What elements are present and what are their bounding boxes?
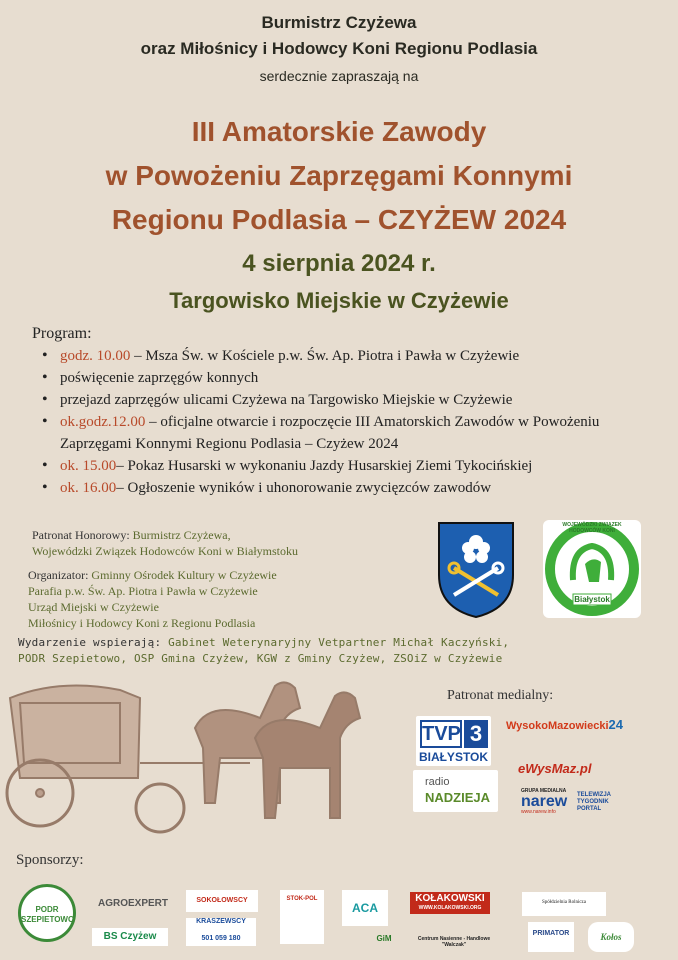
czyzew-coat-of-arms-icon [436,520,516,620]
spoldzielnia-logo [522,892,606,916]
kraszewscy-logo [186,918,256,946]
program-item [32,367,662,389]
wm-number: 24 [608,717,623,732]
gim-text: GiM [376,934,392,943]
kraszewscy-text: KRASZEWSCY [196,918,246,925]
program-list [32,345,662,499]
program-text: – oficjalne otwarcie i rozpoczęcie III Amatorskich Zawodów w Powożeniu Zaprzęgami Konnymi Regionu Podlasia – Czyżew 2024 [60,414,600,452]
primator-text: PRIMATOR [532,930,570,937]
program-item [32,477,662,499]
program-section [32,325,662,499]
tvp-city: BIAŁYSTOK [418,750,489,764]
stokpol-logo [280,890,324,944]
agroexpert-logo [98,886,169,912]
kolakowski-text: KOŁAKOWSKI [415,893,485,904]
kraszewscy-phone: 501 059 180 [201,935,241,942]
program-item [32,345,662,367]
patronage-line: Burmistrz Czyżewa, [129,528,231,542]
organizers [28,567,277,631]
honorary-patronage [32,527,298,559]
wzhk-ring-text: WOJEWÓDZKI ZWIĄZEK HODOWCÓW KONI [562,522,622,534]
narew-logo [519,788,619,814]
ewm-brand: eWysMaz.pl [518,761,592,776]
horse-carriage-illustration [0,668,380,838]
aca-logo [342,890,388,926]
program-text: – Ogłoszenie wyników i uhonorowanie zwycięzców zawodów [116,480,492,496]
organizer-line: Miłośnicy i Hodowcy Koni z Regionu Podlasia [28,616,256,630]
program-time: godz. 10.00 [60,348,131,364]
media-patronage-label: Patronat medialny: [447,688,554,703]
program-text: przejazd zaprzęgów ulicami Czyżewa na Targowisko Miejskie w Czyżewie [60,392,513,408]
tvp-brand: TVP [420,720,462,748]
patronage-line: Wojewódzki Związek Hodowców Koni w Białymstoku [32,544,298,558]
program-item [32,411,662,455]
tvp-number: 3 [464,720,488,748]
program-time: ok. 16.00 [60,480,117,496]
walczak-text: Centrum Nasienne - Handlowe "Walczak" [417,936,491,948]
kolos-logo [588,922,634,952]
header-line-2: oraz Miłośnicy i Hodowcy Koni Regionu Podlasia [140,39,538,58]
kolakowski-url: WWW.KOLAKOWSKI.ORG [418,905,482,911]
radio-label: radio [425,776,450,788]
program-item [32,455,662,477]
support-line: Gabinet Weterynaryjny Vetpartner Michał Kaczyński, [161,636,510,649]
organizer-line: Parafia p.w. Św. Ap. Piotra i Pawła w Czyżewie [28,584,258,598]
organizer-label: Organizator: [28,568,89,582]
walczak-logo [406,936,502,950]
program-item [32,389,662,411]
radio-name: NADZIEJA [425,790,491,805]
kolakowski-logo [410,892,490,914]
organizer-line: Urząd Miejski w Czyżewie [28,600,159,614]
wysokomazowiecki24-logo [506,716,623,742]
patronage-label: Patronat Honorowy: [32,528,130,542]
narew-url: www.narew.info [521,809,556,815]
wzhk-logo [543,520,641,618]
header-line-1: Burmistrz Czyżewa [261,13,417,32]
bs-czyzew-logo [92,928,168,946]
tvp3-logo [416,716,491,766]
program-text: – Pokaz Husarski w wykonaniu Jazdy Husarskiej Ziemi Tykocińskiej [116,458,533,474]
event-title-line-2: w Powożeniu Zaprzęgami Konnymi [105,160,573,191]
aca-text: ACA [352,901,378,915]
event-place: Targowisko Miejskie w Czyżewie [169,288,509,313]
event-title-line-1: III Amatorskie Zawody [191,116,487,147]
program-time: ok.godz.12.00 [60,414,146,430]
supporters [18,635,668,667]
program-label: Program: [32,325,92,342]
wzhk-city: Białystok [574,595,610,604]
support-label: Wydarzenie wspierają: [18,636,162,649]
podr-logo [18,884,76,942]
sokolowscy-logo [186,890,258,912]
program-text: poświęcenie zaprzęgów konnych [60,370,259,386]
program-text: – Msza Św. w Kościele p.w. Św. Ap. Piotra i Pawła w Czyżewie [130,348,520,364]
sponsors-label: Sponsorzy: [16,852,84,868]
kolos-text: Kołos [600,932,622,942]
support-line: PODR Szepietowo, OSP Gmina Czyżew, KGW z Gminy Czyżew, ZSOiZ w Czyżewie [18,652,503,665]
narew-group: GRUPA MEDIALNA [521,788,567,794]
event-date: 4 sierpnia 2024 r. [242,250,436,277]
wm-brand: WysokoMazowiecki [506,720,609,732]
event-title-line-3: Regionu Podlasia – CZYŻEW 2024 [111,204,567,235]
gim-logo [372,934,396,950]
header-line-3: serdecznie zapraszają na [259,68,419,84]
narew-name: narew [521,793,568,810]
program-time: ok. 15.00 [60,458,117,474]
bs-text: BS Czyżew [103,931,157,942]
primator-logo [528,922,574,952]
ewysmaz-logo [518,760,618,784]
sokolowscy-text: SOKOŁOWSCY [196,897,248,904]
narew-tagline: TELEWIZJA TYGODNIK PORTAL [577,792,611,812]
spoldzielnia-text: Spółdzielnia Rolnicza [541,900,587,905]
radio-nadzieja-logo [413,770,498,812]
stokpol-text: STOK-POL [286,896,318,902]
podr-text: PODR SZEPIETOWO [21,905,75,924]
agro-text: AGROEXPERT [98,898,169,909]
organizer-line: Gminny Ośrodek Kultury w Czyżewie [88,568,277,582]
